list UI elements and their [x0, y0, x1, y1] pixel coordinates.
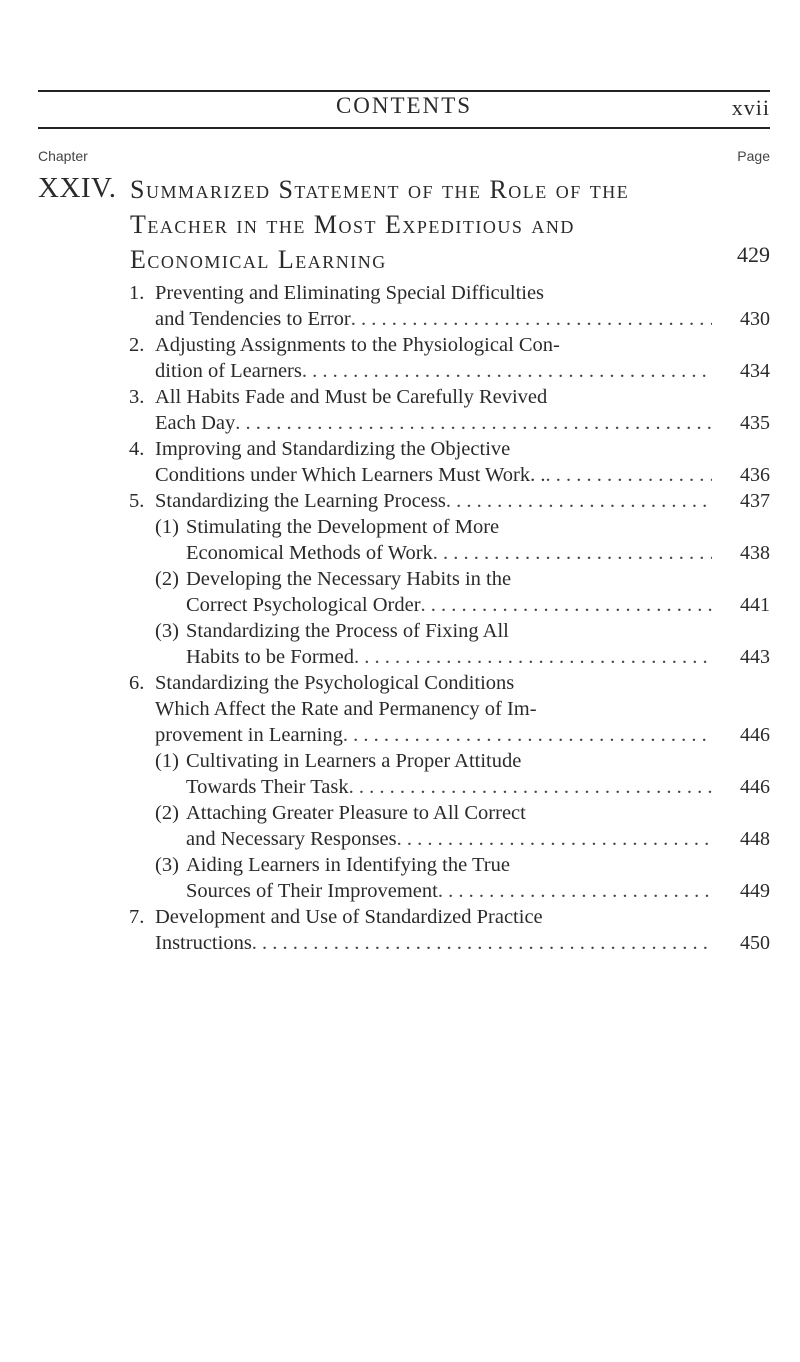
dot-leader	[235, 410, 712, 436]
entry-title-end: Habits to be Formed	[186, 646, 354, 668]
entry-number: (1)	[155, 516, 179, 538]
entry-title-line: Standardizing the Psychological Conditions Which Affect the Rate and Permanency of Im-	[155, 672, 537, 720]
dot-leader	[438, 878, 712, 904]
entry-number: 4.	[129, 438, 145, 460]
entry-title-end: Towards Their Task	[186, 776, 349, 798]
header-rule-bottom	[38, 127, 770, 129]
entry-leader-line	[186, 592, 712, 618]
entry-text	[130, 852, 770, 904]
toc-entry	[130, 800, 770, 852]
dot-leader	[349, 774, 712, 800]
dot-leader	[351, 306, 712, 332]
toc-entry	[130, 384, 770, 436]
entry-page-number: 434	[740, 360, 770, 382]
page-number: xvii	[731, 95, 770, 120]
entry-leader-line	[186, 540, 712, 566]
entry-page-number: 449	[740, 880, 770, 902]
entry-number: (3)	[155, 620, 179, 642]
dot-leader	[446, 488, 712, 514]
chapter-title: Summarized Statement of the Role of the Teacher in the Most Expeditious and Economical Learning	[130, 175, 630, 274]
dot-leader	[397, 826, 712, 852]
toc-entry	[130, 566, 770, 618]
entry-number: (2)	[155, 568, 179, 590]
entry-title-end: and Tendencies to Error	[155, 308, 351, 330]
entry-leader-line	[186, 644, 712, 670]
chapter-column-label: Chapter	[38, 148, 88, 164]
entry-title-end: Conditions under Which Learners Must Work. .	[155, 464, 546, 486]
dot-leader	[354, 644, 712, 670]
toc-entry	[130, 514, 770, 566]
toc-entry	[130, 852, 770, 904]
entry-title-line: All Habits Fade and Must be Carefully Revived	[155, 386, 548, 408]
entry-leader-line	[186, 826, 712, 852]
entry-title-end: Standardizing the Learning Process	[155, 490, 446, 512]
entry-leader-line	[155, 410, 712, 436]
entry-title-line: Developing the Necessary Habits in the	[186, 568, 512, 590]
entry-number: (2)	[155, 802, 179, 824]
entry-title-line: Development and Use of Standardized Practice	[155, 906, 543, 928]
entry-title-line: Attaching Greater Pleasure to All Correct	[186, 802, 526, 824]
entry-leader-line	[155, 306, 712, 332]
entry-title-end: provement in Learning	[155, 724, 343, 746]
toc-entry	[130, 670, 770, 748]
entry-text	[130, 488, 770, 514]
entry-number: (1)	[155, 750, 179, 772]
entry-text	[130, 748, 770, 800]
entry-text	[130, 904, 770, 956]
entry-number: (3)	[155, 854, 179, 876]
page-title: CONTENTS	[335, 93, 473, 118]
entry-text	[130, 670, 770, 748]
entry-title-line: Adjusting Assignments to the Physiological Con-	[155, 334, 560, 356]
entry-page-number: 443	[740, 646, 770, 668]
entry-text	[130, 332, 770, 384]
entry-leader-line	[186, 878, 712, 904]
entry-title-line: Preventing and Eliminating Special Difficulties	[155, 282, 545, 304]
dot-leader	[302, 358, 712, 384]
dot-leader	[545, 462, 712, 488]
entry-page-number: 435	[740, 412, 770, 434]
page-column-label: Page	[737, 148, 770, 164]
entry-leader-line	[155, 462, 712, 488]
entry-number: 7.	[129, 906, 145, 928]
entry-leader-line	[186, 774, 712, 800]
entry-text	[130, 566, 770, 618]
toc-entry	[130, 332, 770, 384]
chapter-number: XXIV.	[38, 172, 117, 204]
dot-leader	[421, 592, 712, 618]
dot-leader	[433, 540, 712, 566]
entry-page-number: 446	[740, 776, 770, 798]
entry-title-end: Instructions	[155, 932, 252, 954]
entry-title-line: Improving and Standardizing the Objective	[155, 438, 511, 460]
entry-page-number: 441	[740, 594, 770, 616]
entry-number: 1.	[129, 282, 145, 304]
entry-title-end: and Necessary Responses	[186, 828, 397, 850]
entry-number: 5.	[129, 490, 145, 512]
entry-title-end: Correct Psychological Order	[186, 594, 421, 616]
entry-title-end: Sources of Their Improvement	[186, 880, 438, 902]
toc-entry	[130, 280, 770, 332]
toc-entry	[130, 618, 770, 670]
entry-title-line: Standardizing the Process of Fixing All	[186, 620, 509, 642]
entry-page-number: 448	[740, 828, 770, 850]
entry-number: 2.	[129, 334, 145, 356]
running-header	[38, 91, 770, 125]
entry-leader-line	[155, 722, 712, 748]
entry-number: 6.	[129, 672, 145, 694]
entry-page-number: 437	[740, 490, 770, 512]
toc-entry	[130, 748, 770, 800]
entry-leader-line	[155, 488, 712, 514]
entry-page-number: 438	[740, 542, 770, 564]
entry-text	[130, 384, 770, 436]
dot-leader	[252, 930, 712, 956]
entry-page-number: 450	[740, 932, 770, 954]
entry-text	[130, 280, 770, 332]
dot-leader	[343, 722, 712, 748]
toc-entry	[130, 436, 770, 488]
entry-title-end: Economical Methods of Work	[186, 542, 433, 564]
entry-leader-line	[155, 930, 712, 956]
entry-title-end: dition of Learners	[155, 360, 302, 382]
entry-title-line: Stimulating the Development of More	[186, 516, 500, 538]
chapter-page-number: 429	[737, 242, 770, 267]
toc-entries	[130, 280, 770, 956]
entry-page-number: 446	[740, 724, 770, 746]
entry-leader-line	[155, 358, 712, 384]
entry-title-end: Each Day	[155, 412, 236, 434]
entry-text	[130, 514, 770, 566]
entry-text	[130, 436, 770, 488]
entry-title-line: Cultivating in Learners a Proper Attitude	[186, 750, 522, 772]
toc-entry	[130, 488, 770, 514]
toc-entry	[130, 904, 770, 956]
entry-page-number: 430	[740, 308, 770, 330]
entry-title-line: Aiding Learners in Identifying the True	[186, 854, 510, 876]
entry-text	[130, 618, 770, 670]
entry-page-number: 436	[740, 464, 770, 486]
entry-text	[130, 800, 770, 852]
entry-number: 3.	[129, 386, 145, 408]
